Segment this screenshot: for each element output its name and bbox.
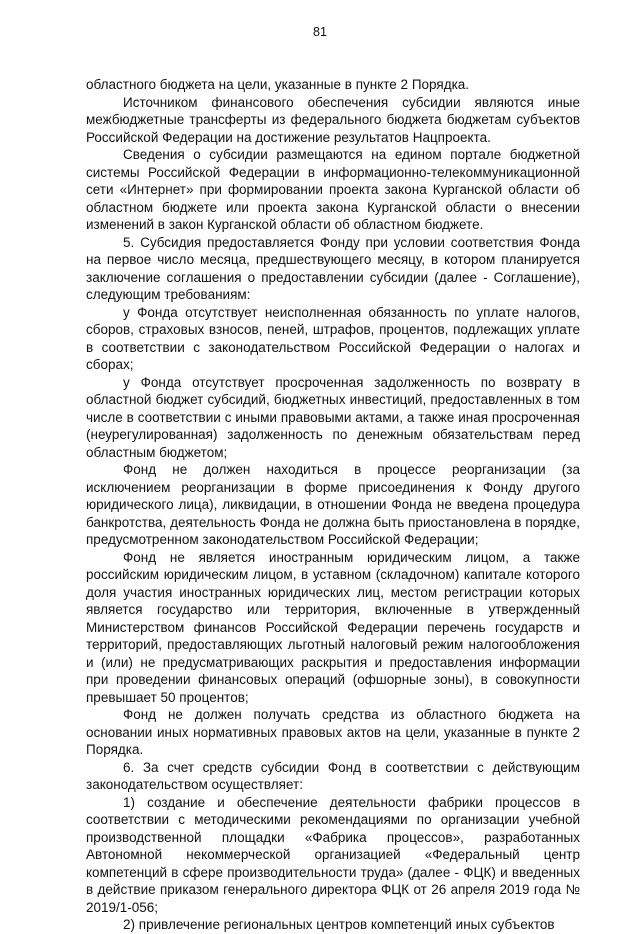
paragraph-funding-source: Источником финансового обеспечения субсидии являются иные межбюджетные трансферты из федерального бюджета бюджетам субъектов Российской Федерации на достижение результатов Нацпроекта. <box>86 94 580 145</box>
paragraph-item-5: 5. Субсидия предоставляется Фонду при условии соответствия Фонда на первое число месяца, предшествующего месяцу, в котором планируется заключение соглашения о предоставлении субсидии (далее - Соглашение), следующим требованиям: <box>86 234 580 302</box>
paragraph-item-6-2: 2) привлечение региональных центров компетенций иных субъектов <box>123 917 555 932</box>
paragraph-requirement-taxes: у Фонда отсутствует неисполненная обязанность по уплате налогов, сборов, страховых взносов, пеней, штрафов, процентов, подлежащих уплате в соответствии с законодательством Российской Федерации о налогах и сборах; <box>86 304 580 372</box>
paragraph-requirement-debt: у Фонда отсутствует просроченная задолженность по возврату в областной бюджет субсидий, бюджетных инвестиций, предоставленных в том числе в соответствии с иными правовыми актами, а также иная просроченная (неурегулированная) задолженность по денежным обязательствам перед областным бюджетом; <box>86 374 580 460</box>
paragraph-subsidy-info: Сведения о субсидии размещаются на едином портале бюджетной системы Российской Федерации в информационно-телекоммуникационной сети «Интернет» при формировании проекта закона Курганской области об областном бюджете или проекта закона Курганской области о внесении изменений в закон Курганской области об областном бюджете. <box>86 147 580 232</box>
paragraph-requirement-reorganization: Фонд не должен находиться в процессе реорганизации (за исключением реорганизации в форме присоединения к Фонду другого юридического лица), ликвидации, в отношении Фонда не введена процедура банкротства, деятельность Фонда не должна быть приостановлена в порядке, предусмотренном законодательством Российской Федерации; <box>86 462 580 547</box>
paragraph-continuation: областного бюджета на цели, указанные в пункте 2 Порядка. <box>86 77 470 92</box>
paragraph-requirement-other-funds: Фонд не должен получать средства из областного бюджета на основании иных нормативных правовых актов на цели, указанные в пункте 2 Порядка. <box>86 707 580 757</box>
paragraph-item-6-1: 1) создание и обеспечение деятельности фабрики процессов в соответствии с методическими рекомендациями по организации учебной производственной площадки «Фабрика процессов», разработанных Автономной некоммерческой организацией «Федеральный центр компетенций в сфере производительности труда» (далее - ФЦК) и введенных в действие приказом генерального директора ФЦК от 26 апреля 2019 года № 2019/1-056; <box>86 794 580 915</box>
paragraph-item-6: 6. За счет средств субсидии Фонд в соответствии с действующим законодательством осуществляет: <box>86 759 580 792</box>
page-number: 81 <box>313 25 327 39</box>
paragraph-requirement-foreign: Фонд не является иностранным юридическим лицом, а также российским юридическим лицом, в уставном (складочном) капитале которого доля участия иностранных юридических лиц, местом регистрации которых является государство или территория, включенные в утвержденный Министерством финансов Российской Федерации перечень государств и территорий, предоставляющих льготный налоговый режим налогообложения и (или) не предусматривающих раскрытия и предоставления информации при проведении финансовых операций (офшорные зоны), в совокупности превышает 50 процентов; <box>86 549 580 705</box>
document-body <box>86 76 580 934</box>
